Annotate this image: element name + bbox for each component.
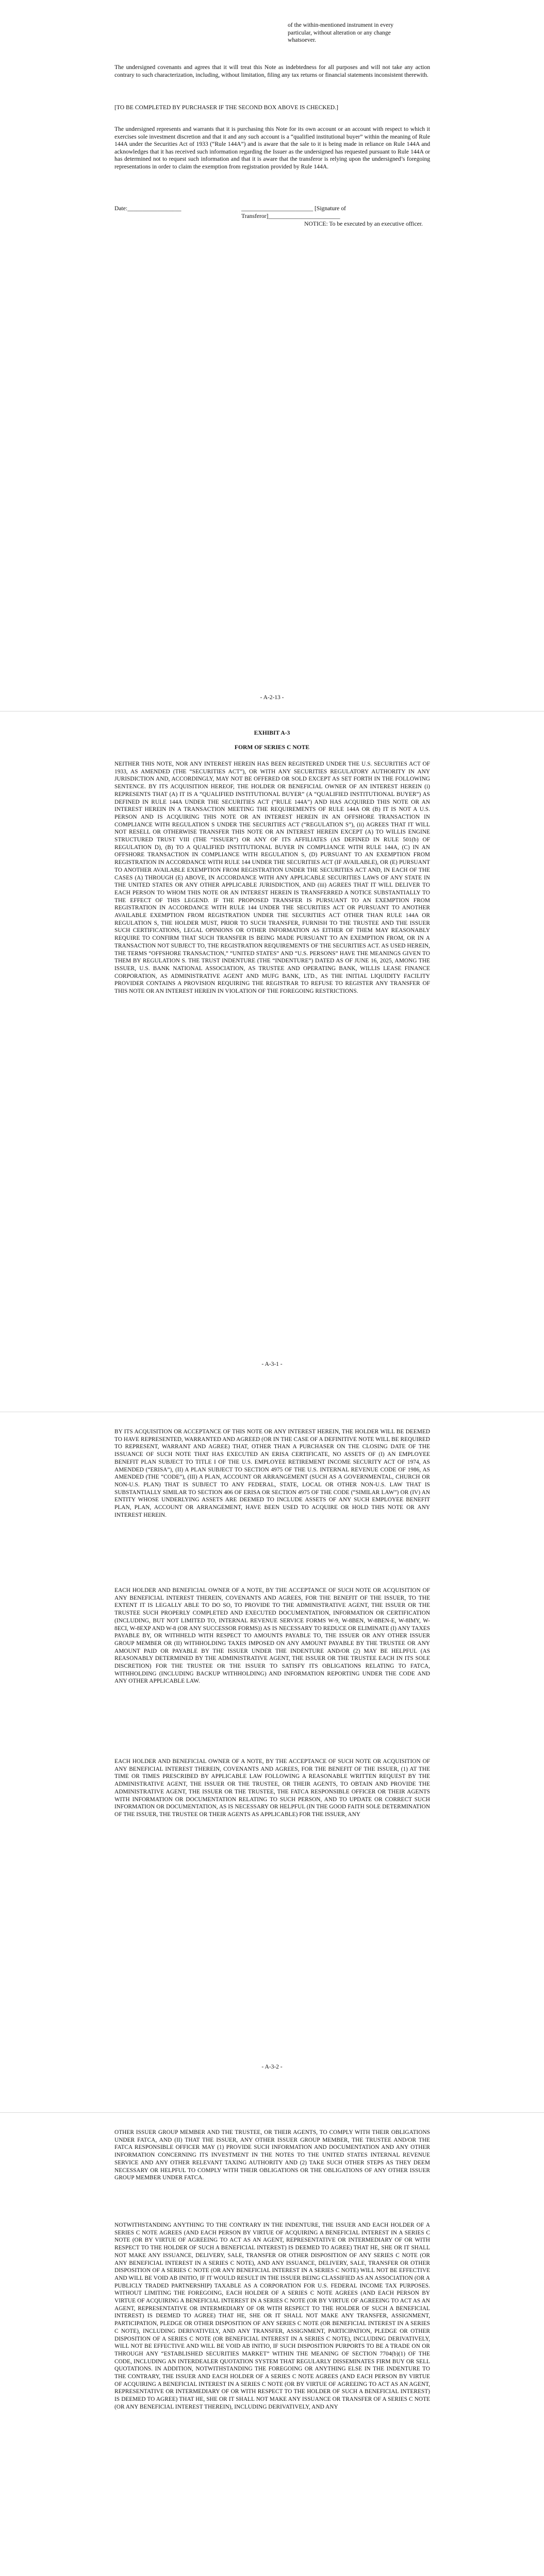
execution-notice: NOTICE: To be executed by an executive officer. [304,221,423,227]
transferor-signature-line: ________________________ [Signature of Transferor]________________________ [241,205,346,219]
tax-covenant-paragraph: The undersigned covenants and agrees that it will treat this Note as indebtedness for all purposes and will not take any action contrary to such characterization, including, without limitation, filing any tax returns or financial statements inconsistent therewith. [114,64,430,78]
transfer-restriction-legend: NOTWITHSTANDING ANYTHING TO THE CONTRARY IN THE INDENTURE, THE ISSUER AND EACH HOLDER OF A SERIES C NOTE AGREES (AND EACH PERSON BY VIRTUE OF ACQUIRING A BENEFICIAL INTEREST IN A SERIES C NOTE (OR BY VIRTUE OF AGREEING TO ACT AS AN AGENT, REPRESENTATIVE OR INTERMEDIARY OF OR WITH RESPECT TO THE HOLDER OF SUCH A BENEFICIAL INTEREST) IS DEEMED TO AGREE) THAT HE, SHE OR IT SHALL NOT MAKE ANY ISSUANCE, DELIVERY, SALE, TRANSFER OR OTHER DISPOSITION OF ANY SERIES C NOTE (OR ANY BENEFICIAL INTEREST IN A SERIES C NOTE), AND ANY ISSUANCE, DELIVERY, SALE, TRANSFER OR OTHER DISPOSITION OF A SERIES C NOTE (OR ANY BENEFICIAL INTEREST IN A SERIES C NOTE) WILL NOT BE EFFECTIVE AND WILL BE VOID AB INITIO, IF IT WOULD RESULT IN THE ISSUER BEING CLASSIFIED AS AN ASSOCIATION (OR A PUBLICLY TRADED PARTNERSHIP) TAXABLE AS A CORPORATION FOR U.S. FEDERAL INCOME TAX PURPOSES. WITHOUT LIMITING THE FOREGOING, EACH HOLDER OF A SERIES C NOTE AGREES (AND EACH PERSON BY VIRTUE OF ACQUIRING A BENEFICIAL INTEREST IN A SERIES C NOTE (OR BY VIRTUE OF AGREEING TO ACT AS AN AGENT, REPRESENTATIVE OR INTERMEDIARY OF OR WITH RESPECT TO THE HOLDER OF SUCH A BENEFICIAL INTEREST) IS DEEMED TO AGREE) THAT HE, SHE OR IT SHALL NOT MAKE ANY TRANSFER, ASSIGNMENT, PARTICIPATION, PLEDGE OR OTHER DISPOSITION OF ANY SERIES C NOTE (OR BENEFICIAL INTEREST IN A SERIES C NOTE), INCLUDING DERIVATIVELY, AND ANY TRANSFER, ASSIGNMENT, PARTICIPATION, PLEDGE OR OTHER DISPOSITION OF A SERIES C NOTE (OR BENEFICIAL INTEREST IN A SERIES C NOTE), INCLUDING DERIVATIVELY, WILL NOT BE EFFECTIVE AND WILL BE VOID AB INITIO, IF SUCH DISPOSITION PURPORTS TO BE A TRADE ON OR THROUGH ANY “ESTABLISHED SECURITIES MARKET” WITHIN THE MEANING OF SECTION 7704(b)(1) OF THE CODE, INCLUDING AN INTERDEALER QUOTATION SYSTEM THAT REGULARLY DISSEMINATES FIRM BUY OR SELL QUOTATIONS. IN ADDITION, NOTWITHSTANDING THE FOREGOING OR ANYTHING ELSE IN THE INDENTURE TO THE CONTRARY, THE ISSUER AND EACH HOLDER OF A SERIES C NOTE AGREES (AND EACH PERSON BY VIRTUE OF ACQUIRING A BENEFICIAL INTEREST IN A SERIES C NOTE (OR BY VIRTUE OF AGREEING TO ACT AS AN AGENT, REPRESENTATIVE OR INTERMEDIARY OF OR WITH RESPECT TO THE HOLDER OF SUCH A BENEFICIAL INTEREST) IS DEEMED TO AGREE) THAT HE, SHE OR IT SHALL NOT MAKE ANY ISSUANCE OR TRANSFER OF A SERIES C NOTE (OR ANY BENEFICIAL INTEREST THEREIN), INCLUDING DERIVATIVELY, AND ANY [114,2222,430,2410]
purchaser-instruction: [TO BE COMPLETED BY PURCHASER IF THE SECOND BOX ABOVE IS CHECKED.] [114,104,338,111]
erisa-legend: BY ITS ACQUISITION OR ACCEPTANCE OF THIS NOTE OR ANY INTEREST HEREIN, THE HOLDER WILL BE DEEMED TO HAVE REPRESENTED, WARRANTED AND AGREED (OR IN THE CASE OF A DEFINITIVE NOTE WILL BE REQUIRED TO REPRESENT, WARRANT AND AGREE) THAT, OTHER THAN A PURCHASER ON THE CLOSING DATE OF THE ISSUANCE OF SUCH NOTE THAT HAS EXECUTED AN ERISA CERTIFICATE, NO ASSETS OF (I) AN EMPLOYEE BENEFIT PLAN SUBJECT TO TITLE I OF THE U.S. EMPLOYEE RETIREMENT INCOME SECURITY ACT OF 1974, AS AMENDED (“ERISA”), (II) A PLAN SUBJECT TO SECTION 4975 OF THE U.S. INTERNAL REVENUE CODE OF 1986, AS AMENDED (THE “CODE”), (III) A PLAN, ACCOUNT OR ARRANGEMENT (SUCH AS A GOVERNMENTAL, CHURCH OR NON-U.S. PLAN) THAT IS SUBJECT TO ANY FEDERAL, STATE, LOCAL OR OTHER NON-U.S. LAW THAT IS SUBSTANTIALLY SIMILAR TO SECTION 406 OF ERISA OR SECTION 4975 OF THE CODE (“SIMILAR LAW”) OR (IV) AN ENTITY WHOSE UNDERLYING ASSETS ARE DEEMED TO INCLUDE ASSETS OF ANY SUCH EMPLOYEE BENEFIT PLAN, PLAN, ACCOUNT OR ARRANGEMENT, HAVE BEEN USED TO ACQUIRE OR HOLD THIS NOTE OR ANY INTEREST HEREIN. [114,1429,430,1518]
continuation-text: of the within-mentioned instrument in every particular, without alteration or any change whatsoever. [288,22,394,44]
fatca-compliance-legend: OTHER ISSUER GROUP MEMBER AND THE TRUSTEE, OR THEIR AGENTS, TO COMPLY WITH THEIR OBLIGATIONS UNDER FATCA, AND (II) THAT THE ISSUER, ANY OTHER ISSUER GROUP MEMBER, THE TRUSTEE AND/OR THE FATCA RESPONSIBLE OFFICER MAY (1) PROVIDE SUCH INFORMATION AND DOCUMENTATION AND ANY OTHER INFORMATION CONCERNING ITS INVESTMENT IN THE NOTES TO THE UNITED STATES INTERNAL REVENUE SERVICE AND ANY OTHER RELEVANT TAXING AUTHORITY AND (2) TAKE SUCH OTHER STEPS AS THEY DEEM NECESSARY OR HELPFUL TO COMPLY WITH THEIR OBLIGATIONS OR THE OBLIGATIONS OF ANY OTHER ISSUER GROUP MEMBER UNDER FATCA. [114,2129,430,2181]
page-a-2-13 [0,0,544,762]
page-number: - A-3-1 - [261,1361,283,1367]
date-field: Date:__________________ [114,205,182,212]
page-number: - A-3-2 - [261,2064,283,2070]
tax-documentation-legend: EACH HOLDER AND BENEFICIAL OWNER OF A NOTE, BY THE ACCEPTANCE OF SUCH NOTE OR ACQUISITION OF ANY BENEFICIAL INTEREST THEREIN, COVENANTS AND AGREES, FOR THE BENEFIT OF THE ISSUER, TO THE EXTENT IT IS LEGALLY ABLE TO DO SO, TO PROVIDE TO THE ADMINISTRATIVE AGENT, THE ISSUER OR THE TRUSTEE SUCH PROPERLY COMPLETED AND EXECUTED DOCUMENTATION, INFORMATION OR CERTIFICATION (INCLUDING, BUT NOT LIMITED TO, INTERNAL REVENUE SERVICE FORMS W-9, W-8BEN, W-8BEN-E, W-8IMY, W-8ECI, W-8EXP AND W-8 (OR ANY SUCCESSOR FORMS)) AS IS NECESSARY TO REDUCE OR ELIMINATE (I) ANY TAXES PAYABLE BY, OR WITHHELD WITH RESPECT TO AMOUNTS PAYABLE TO, THE ISSUER OR ANY OTHER ISSUER GROUP MEMBER OR (II) WITHHOLDING TAXES IMPOSED ON ANY AMOUNT PAYABLE BY THE TRUSTEE OR ANY AMOUNT PAID OR PAYABLE BY THE ISSUER UNDER THE INDENTURE AND/OR (2) MAY BE HELPFUL (AS REASONABLY DETERMINED BY THE ADMINISTRATIVE AGENT, THE ISSUER OR THE TRUSTEE EACH IN ITS SOLE DISCRETION) FOR THE TRUSTEE OR THE ISSUER TO SATISFY ITS OBLIGATIONS RELATING TO FATCA, WITHHOLDING (INCLUDING BACKUP WITHHOLDING) AND INFORMATION REPORTING UNDER THE CODE AND ANY OTHER APPLICABLE LAW. [114,1587,430,1685]
page-number: - A-2-13 - [260,694,284,701]
form-title: FORM OF SERIES C NOTE [234,744,310,751]
page-a-3-2 [0,1412,544,2112]
page-a-3-1 [0,711,544,1412]
fatca-legend: EACH HOLDER AND BENEFICIAL OWNER OF A NOTE, BY THE ACCEPTANCE OF SUCH NOTE OR ACQUISITION OF ANY BENEFICIAL INTEREST THEREIN, COVENANTS AND AGREES, FOR THE BENEFIT OF THE ISSUER, (1) AT THE TIME OR TIMES PRESCRIBED BY APPLICABLE LAW FOLLOWING A REASONABLE WRITTEN REQUEST BY THE ADMINISTRATIVE AGENT, THE ISSUER OR THE TRUSTEE, OR THEIR AGENTS, TO OBTAIN AND PROVIDE THE ADMINISTRATIVE AGENT, THE ISSUER OR THE TRUSTEE, THE FATCA RESPONSIBLE OFFICER OR THEIR AGENTS WITH INFORMATION OR DOCUMENTATION RELATING TO SUCH PERSON, AND TO UPDATE OR CORRECT SUCH INFORMATION OR DOCUMENTATION, AS IS NECESSARY OR HELPFUL (IN THE GOOD FAITH SOLE DETERMINATION OF THE ISSUER, THE TRUSTEE OR THEIR AGENTS AS APPLICABLE) FOR THE ISSUER, ANY [114,1758,430,1818]
qib-representation-paragraph: The undersigned represents and warrants that it is purchasing this Note for its own account or an account with respect to which it exercises sole investment discretion and that it and any such account is a “qualified institutional buyer” within the meaning of Rule 144A under the Securities Act of 1933 (“Rule 144A”) and is aware that the sale to it is being made in reliance on Rule 144A and acknowledges that it has received such information regarding the Issuer as the undersigned has requested pursuant to Rule 144A or has determined not to request such information and that it is aware that the transferor is relying upon the undersigned’s foregoing representations in order to claim the exemption from registration provided by Rule 144A. [114,126,430,170]
securities-legend: NEITHER THIS NOTE, NOR ANY INTEREST HEREIN HAS BEEN REGISTERED UNDER THE U.S. SECURITIES ACT OF 1933, AS AMENDED (THE “SECURITIES ACT”), OR WITH ANY SECURITIES REGULATORY AUTHORITY IN ANY JURISDICTION AND, ACCORDINGLY, MAY NOT BE OFFERED OR SOLD EXCEPT AS SET FORTH IN THE FOLLOWING SENTENCE. BY ITS ACQUISITION HEREOF, THE HOLDER OR BENEFICIAL OWNER OF AN INTEREST HEREIN (i) REPRESENTS THAT (A) IT IS A “QUALIFIED INSTITUTIONAL BUYER” (A “QUALIFIED INSTITUTIONAL BUYER”) AS DEFINED IN RULE 144A UNDER THE SECURITIES ACT (“RULE 144A”) AND HAS ACQUIRED THIS NOTE OR AN INTEREST HEREIN IN A TRANSACTION MEETING THE REQUIREMENTS OF RULE 144A OR (B) IT IS NOT A U.S. PERSON AND IS ACQUIRING THIS NOTE OR AN INTEREST HEREIN IN AN OFFSHORE TRANSACTION IN COMPLIANCE WITH REGULATION S UNDER THE SECURITIES ACT (“REGULATION S”), (ii) AGREES THAT IT WILL NOT RESELL OR OTHERWISE TRANSFER THIS NOTE OR AN INTEREST HEREIN EXCEPT (A) TO WILLIS ENGINE STRUCTURED TRUST VIII (THE “ISSUER”) OR ANY OF ITS AFFILIATES (AS DEFINED IN RULE 501(b) OF REGULATION D), (B) TO A QUALIFIED INSTITUTIONAL BUYER IN COMPLIANCE WITH RULE 144A, (C) IN AN OFFSHORE TRANSACTION IN COMPLIANCE WITH REGULATION S, (D) PURSUANT TO AN EXEMPTION FROM REGISTRATION IN ACCORDANCE WITH RULE 144 UNDER THE SECURITIES ACT (IF AVAILABLE), OR (E) PURSUANT TO ANOTHER AVAILABLE EXEMPTION FROM REGISTRATION UNDER THE SECURITIES ACT AND, IN EACH OF THE CASES (A) THROUGH (E) ABOVE, IN ACCORDANCE WITH ANY APPLICABLE SECURITIES LAWS OF ANY STATE IN THE UNITED STATES OR ANY OTHER APPLICABLE JURISDICTION, AND (iii) AGREES THAT IT WILL DELIVER TO EACH PERSON TO WHOM THIS NOTE OR AN INTEREST HEREIN IS TRANSFERRED A NOTICE SUBSTANTIALLY TO THE EFFECT OF THIS LEGEND. IF THE PROPOSED TRANSFER IS PURSUANT TO AN EXEMPTION FROM REGISTRATION IN ACCORDANCE WITH RULE 144 UNDER THE SECURITIES ACT OR PURSUANT TO ANOTHER AVAILABLE EXEMPTION FROM REGISTRATION UNDER THE SECURITIES ACT OTHER THAN RULE 144A OR REGULATION S, THE HOLDER MUST, PRIOR TO SUCH TRANSFER, FURNISH TO THE TRUSTEE AND THE ISSUER SUCH CERTIFICATIONS, LEGAL OPINIONS OR OTHER INFORMATION AS EITHER OF THEM MAY REASONABLY REQUIRE TO CONFIRM THAT SUCH TRANSFER IS BEING MADE PURSUANT TO AN EXEMPTION FROM, OR IN A TRANSACTION NOT SUBJECT TO, THE REGISTRATION REQUIREMENTS OF THE SECURITIES ACT. AS USED HEREIN, THE TERMS “OFFSHORE TRANSACTION,” “UNITED STATES” AND “U.S. PERSONS” HAVE THE MEANINGS GIVEN TO THEM BY REGULATION S. THE TRUST INDENTURE (THE “INDENTURE”) DATED AS OF JUNE 16, 2025, AMONG THE ISSUER, U.S. BANK NATIONAL ASSOCIATION, AS TRUSTEE AND OPERATING BANK, WILLIS LEASE FINANCE CORPORATION, AS ADMINISTRATIVE AGENT AND MUFG BANK, LTD., AS THE INITIAL LIQUIDITY FACILITY PROVIDER CONTAINS A PROVISION REQUIRING THE REGISTRAR TO REFUSE TO REGISTER ANY TRANSFER OF THIS NOTE OR AN INTEREST HEREIN IN VIOLATION OF THE FOREGOING RESTRICTIONS. [114,761,430,995]
exhibit-heading: EXHIBIT A-3 [254,730,290,736]
page-a-3-3 [0,2112,544,2576]
